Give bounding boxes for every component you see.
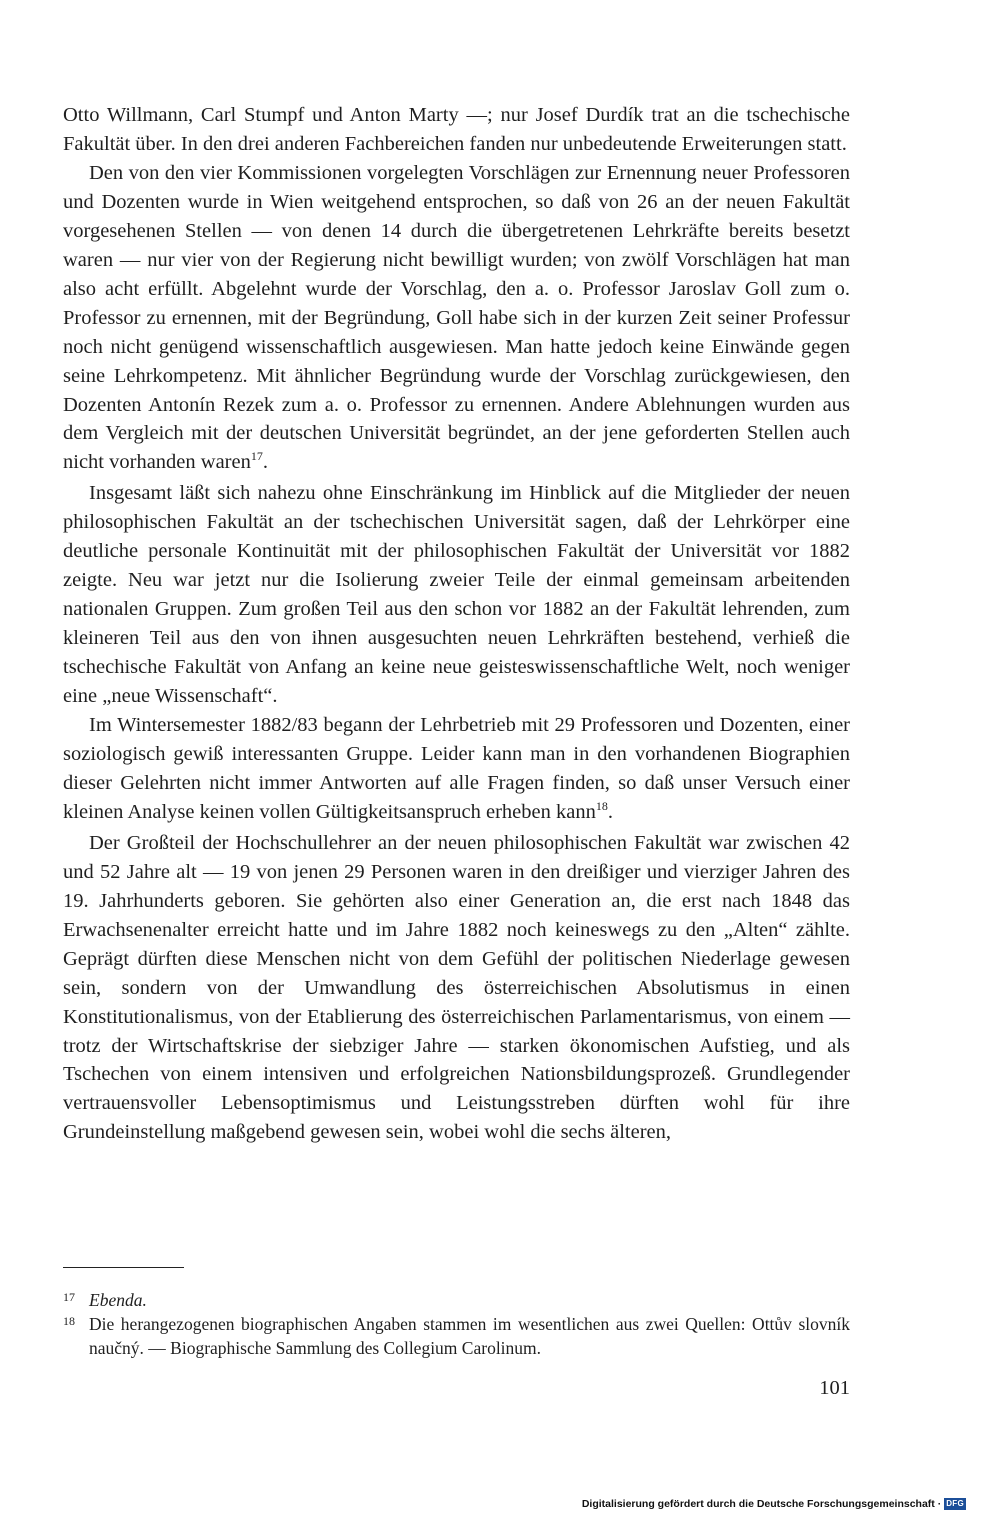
footnote-18 bbox=[63, 1312, 850, 1360]
paragraph-3-text: Insgesamt läßt sich nahezu ohne Einschränkung im Hinblick auf die Mitglieder der neuen philosophischen Fakultät an der tschechischen Universität sagen, daß der Lehrkörper eine deutliche personale Kontinuität mit der philosophischen Fakultät der Universität vor 1882 zeigte. Neu war jetzt nur die Isolierung zweier Teile der einmal gemeinsam arbeitenden nationalen Gruppen. Zum großen Teil aus den schon vor 1882 an der Fakultät lehrenden, zum kleineren Teil aus den von ihnen ausgesuchten neuen Lehrkräften bestehend, verhieß die tschechische Fakultät von Anfang an keine neue geisteswissenschaftliche Welt, noch weniger eine „neue Wissenschaft“. bbox=[63, 482, 850, 708]
footnote-ref-17[interactable]: 17 bbox=[250, 449, 263, 464]
paragraph-4 bbox=[63, 711, 850, 829]
credit-text: Digitalisierung gefördert durch die Deutsche Forschungsgemeinschaft · bbox=[581, 1498, 942, 1510]
paragraph-1 bbox=[63, 101, 850, 159]
footnote-number: 17 bbox=[63, 1290, 75, 1304]
paragraph-3 bbox=[63, 479, 850, 711]
paragraph-4-end: . bbox=[607, 800, 613, 823]
paragraph-2-text: Den von den vier Kommissionen vorgelegten Vorschlägen zur Ernennung neuer Professoren und Dozenten wurde in Wien weitgehend entsprochen, so daß von 26 an der neuen Fakultät vorgesehenen Stellen — von denen 14 durch die übergetretenen Lehrkräfte bereits besetzt waren — nur vier von der Regierung nicht bewilligt wurden; von zwölf Vorschlägen hat man also acht erfüllt. Abgelehnt wurde der Vorschlag, den a. o. Professor Jaroslav Goll zum o. Professor zu ernennen, mit der Begründung, Goll habe sich in der kurzen Zeit seiner Professur noch nicht genügend wissenschaftlich ausgewiesen. Man hatte jedoch keine Einwände gegen seine Lehrkompetenz. Mit ähnlicher Begründung wurde der Vorschlag zurückgewiesen, den Dozenten Antonín Rezek zum a. o. Professor zu ernennen. Andere Ablehnungen wurden aus dem Vergleich mit der deutschen Universität begründet, an der jene geforderten Stellen auch nicht vorhanden waren bbox=[63, 161, 850, 474]
paragraph-2 bbox=[63, 159, 850, 479]
footnote-number: 18 bbox=[63, 1314, 75, 1328]
dfg-logo: DFG bbox=[946, 1499, 964, 1508]
footnote-divider bbox=[63, 1267, 184, 1268]
paragraph-2-end: . bbox=[262, 451, 268, 474]
paragraph-5 bbox=[63, 829, 850, 1147]
footnote-ref-18[interactable]: 18 bbox=[595, 798, 608, 813]
footnote-text: Ebenda. bbox=[89, 1290, 147, 1310]
footnotes bbox=[63, 1288, 850, 1360]
paragraph-5-text: Der Großteil der Hochschullehrer an der neuen philosophischen Fakultät war zwischen 42 und 52 Jahre alt — 19 von jenen 29 Personen waren in den dreißiger und vierziger Jahren des 19. Jahrhunderts geboren. Sie gehörten also einer Generation an, die erst nach 1848 das Erwachsenenalter erreicht hatte und im Jahre 1882 noch keineswegs zu den „Alten“ zählte. Geprägt dürften diese Menschen nicht von dem Gefühl der politischen Niederlage gewesen sein, sondern von der Umwandlung des österreichischen Absolutismus in einen Konstitutionalismus, von der Etablierung des österreichischen Parlamentarismus, von einem — trotz der Wirtschaftskrise der siebziger Jahre — starken ökonomischen Aufstieg, und als Tschechen von einem intensiven und erfolgreichen Nationsbildungsprozeß. Grundlegender vertrauensvoller Lebensoptimismus und Leistungsstreben dürften wohl für ihre Grundeinstellung maßgebend gewesen sein, wobei wohl die sechs älteren, bbox=[63, 831, 850, 1144]
footnote-17 bbox=[63, 1288, 850, 1312]
paragraph-4-text: Im Wintersemester 1882/83 begann der Lehrbetrieb mit 29 Professoren und Dozenten, einer soziologisch gewiß interessanten Gruppe. Leider kann man in den vorhandenen Biographien dieser Gelehrten nicht immer Antworten auf alle Fragen finden, so daß unser Versuch einer kleinen Analyse keinen vollen Gültigkeitsanspruch erheben kann bbox=[63, 714, 850, 823]
paragraph-1-text: Otto Willmann, Carl Stumpf und Anton Marty —; nur Josef Durdík trat an die tschechische Fakultät über. In den drei anderen Fachbereichen fanden nur unbedeutende Erweiterungen statt. bbox=[63, 104, 850, 155]
footnote-text: Die herangezogenen biographischen Angaben stammen im wesentlichen aus zwei Quellen: Ottův slovník naučný. — Biographische Sammlung des Collegium Carolinum. bbox=[89, 1314, 850, 1358]
digitization-credit bbox=[582, 1498, 966, 1510]
body-text bbox=[63, 101, 850, 1147]
page-number: 101 bbox=[819, 1377, 850, 1399]
